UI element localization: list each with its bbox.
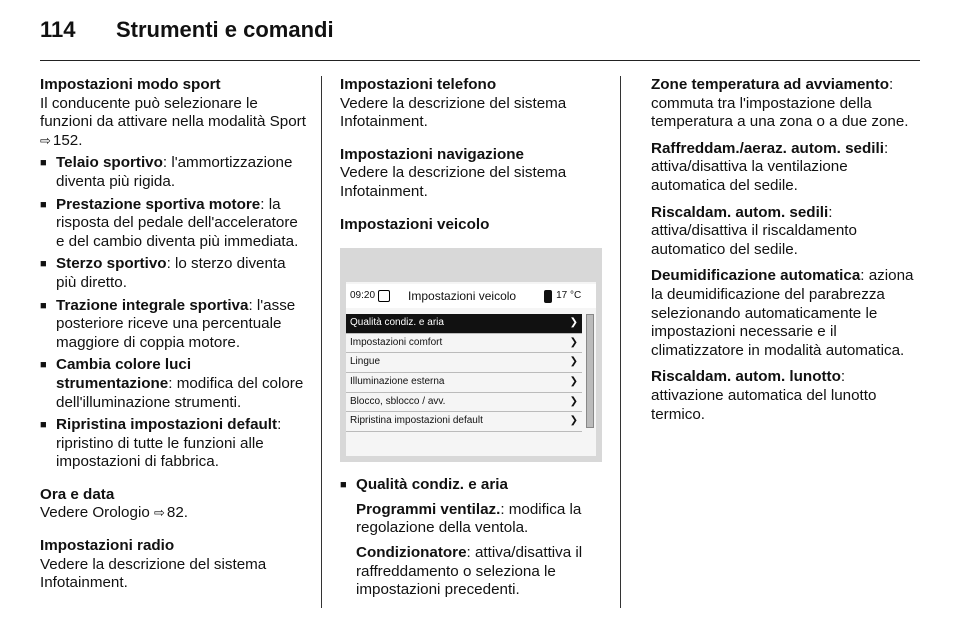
section-radio <box>40 537 308 593</box>
chevron-right-icon: ❯ <box>569 356 578 368</box>
list-item: ■ Telaio sportivo: l'ammortizzazione diventa più rigida. <box>40 154 308 191</box>
list-item: ■ Prestazione sportiva motore: la risposta del pedale dell'acceleratore e del cambio diventa più immediata. <box>40 196 308 252</box>
clock-icon <box>378 290 390 302</box>
section-body: Vedere la descrizione del sistema Infotainment. <box>40 555 267 592</box>
paragraph: Raffreddam./aeraz. autom. sedili: attiva/disattiva la ventilazione automatica del sedile. <box>651 139 889 194</box>
section-sport <box>40 76 308 472</box>
chevron-right-icon: ❯ <box>569 395 578 407</box>
list-item: ■ Trazione integrale sportiva: l'asse posteriore riceve una percentuale maggiore di coppia motore. <box>40 297 308 353</box>
screen-menu <box>346 314 582 432</box>
section-clock <box>40 486 308 523</box>
section-body: Il conducente può selezionare le funzioni da attivare nella modalità Sport ⇨ 152. <box>40 94 306 149</box>
screen-scrollbar <box>586 314 594 428</box>
section-nav <box>340 146 608 202</box>
list-item: ■ Qualità condiz. e aria Programmi ventilaz.: modifica la regolazione della ventola. Condizionatore: attiva/disattiva il raffreddamento o seleziona le impostazioni precedenti. <box>340 476 608 600</box>
menu-item: Illuminazione esterna ❯ <box>346 373 582 393</box>
paragraph: Zone temperatura ad avviamento: commuta tra l'impostazione della temperatura a una zona o a due zone. <box>651 76 909 131</box>
section-body: Vedere la descrizione del sistema Infotainment. <box>340 94 567 131</box>
display-screenshot <box>340 248 602 462</box>
section-heading: Impostazioni modo sport <box>40 76 221 93</box>
list-item: ■ Sterzo sportivo: lo sterzo diventa più diretto. <box>40 255 308 292</box>
menu-item: Ripristina impostazioni default ❯ <box>346 412 582 432</box>
list-item: ■ Cambia colore luci strumentazione: modifica del colore dell'illuminazione strumenti. <box>40 356 308 412</box>
column-divider <box>321 76 322 608</box>
page-header <box>40 14 334 46</box>
section-heading: Ora e data <box>40 485 115 503</box>
chevron-right-icon: ❯ <box>569 317 578 329</box>
screen-temperature: 17 °C <box>556 289 582 301</box>
column-2 <box>340 76 608 600</box>
column-1 <box>40 76 308 607</box>
header-rule <box>40 60 920 61</box>
page-number: 114 <box>40 17 76 42</box>
section-heading: Impostazioni veicolo <box>340 215 490 233</box>
section-body: Vedere Orologio ⇨ 82. <box>40 504 189 522</box>
menu-item: Impostazioni comfort ❯ <box>346 334 582 354</box>
screen-header <box>346 284 596 308</box>
chevron-right-icon: ❯ <box>569 415 578 427</box>
chevron-right-icon: ❯ <box>569 375 578 387</box>
page-title: Strumenti e comandi <box>116 17 334 42</box>
paragraph: Riscaldam. autom. sedili: attiva/disattiva il riscaldamento automatico del sedile. <box>651 203 857 258</box>
section-phone <box>340 76 608 132</box>
menu-item: Blocco, sblocco / avv. ❯ <box>346 393 582 413</box>
column-divider <box>620 76 621 608</box>
section-heading: Impostazioni telefono <box>340 76 497 93</box>
menu-item: Lingue ❯ <box>346 353 582 373</box>
paragraph: Deumidificazione automatica: aziona la deumidificazione del parabrezza selezionando automaticamente le impostazioni necessarie e il climatizzatore in modalità automatica. <box>651 267 914 359</box>
column-3 <box>651 76 915 432</box>
section-heading: Impostazioni navigazione <box>340 145 524 163</box>
page-ref-icon: ⇨ <box>154 505 165 521</box>
thermometer-icon <box>544 290 552 303</box>
menu-item: Qualità condiz. e aria ❯ <box>346 314 582 334</box>
section-body: Vedere la descrizione del sistema Infotainment. <box>340 164 567 200</box>
section-heading: Impostazioni radio <box>40 537 175 555</box>
list-item: ■ Ripristina impostazioni default: ripristino di tutte le funzioni alle impostazioni di fabbrica. <box>40 416 308 472</box>
page-ref-icon: ⇨ <box>40 132 51 148</box>
paragraph: Riscaldam. autom. lunotto: attivazione automatica del lunotto termico. <box>651 368 877 423</box>
screen-time: 09:20 <box>350 289 376 301</box>
screen-title: Impostazioni veicolo <box>408 288 517 303</box>
chevron-right-icon: ❯ <box>569 336 578 348</box>
